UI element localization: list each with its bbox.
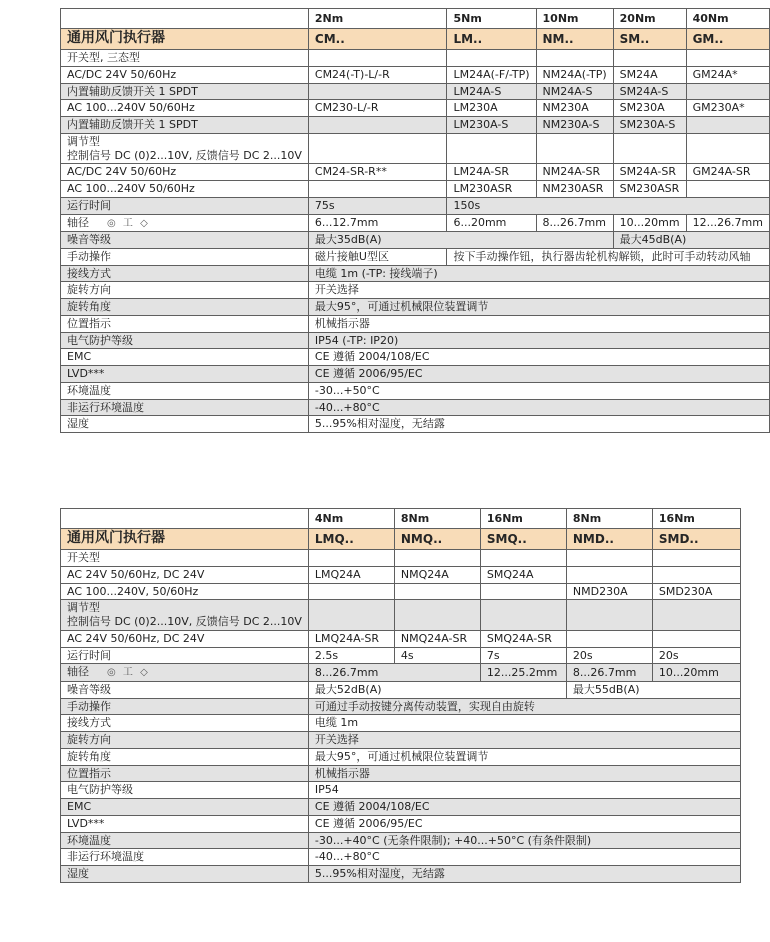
spec-value-cell: 8...26.7mm [566, 664, 652, 682]
spec-value-cell: CE 遵循 2006/95/EC [308, 815, 740, 832]
spec-value-cell: 6...12.7mm [308, 214, 447, 232]
spec-value-cell: CE 遵循 2004/108/EC [308, 799, 740, 816]
row-label: 非运行环境温度 [61, 399, 309, 416]
corner-spacer [61, 509, 309, 529]
torque-header-cell: 8Nm [394, 509, 480, 529]
row-label: 接线方式 [61, 715, 309, 732]
spec-value-cell [480, 550, 566, 567]
spec-value-cell: SMQ24A [480, 566, 566, 583]
corner-spacer [61, 9, 309, 29]
spec-value-cell: 75s [308, 197, 447, 214]
spec-value-cell: CE 遵循 2006/95/EC [308, 366, 769, 383]
spec-value-cell: 最大95°，可通过机械限位装置调节 [308, 299, 769, 316]
torque-header-cell: 16Nm [652, 509, 740, 529]
spec-value-cell: SM230ASR [613, 181, 686, 198]
model-series-cell: LM.. [447, 29, 536, 50]
spec-value-cell: GM24A-SR [686, 164, 769, 181]
row-label: 旋转角度 [61, 299, 309, 316]
spec-value-cell [566, 550, 652, 567]
torque-header-cell: 20Nm [613, 9, 686, 29]
row-label: AC 100...240V 50/60Hz [61, 181, 309, 198]
spec-value-cell: 磁片接触U型区 [308, 248, 447, 265]
spec-value-cell: CM230-L/-R [308, 100, 447, 117]
spec-value-cell [480, 583, 566, 600]
spec-value-cell: NM230ASR [536, 181, 613, 198]
model-series-cell: SMQ.. [480, 529, 566, 550]
spec-value-cell [308, 50, 447, 67]
spec-value-cell: CE 遵循 2004/108/EC [308, 349, 769, 366]
row-label: 旋转方向 [61, 282, 309, 299]
spec-value-cell [480, 600, 566, 631]
spec-value-cell: 20s [566, 647, 652, 664]
spec-value-cell [394, 583, 480, 600]
model-series-cell: SMD.. [652, 529, 740, 550]
row-label: 内置辅助反馈开关 1 SPDT [61, 83, 309, 100]
spec-value-cell: 4s [394, 647, 480, 664]
spec-value-cell: LM24A-SR [447, 164, 536, 181]
row-label: 调节型 控制信号 DC (0)2...10V, 反馈信号 DC 2...10V [61, 133, 309, 164]
spec-value-cell [308, 181, 447, 198]
spec-value-cell [566, 630, 652, 647]
torque-header-cell: 4Nm [308, 509, 394, 529]
row-label: 内置辅助反馈开关 1 SPDT [61, 117, 309, 134]
spec-value-cell: 可通过手动按键分离传动装置，实现自由旋转 [308, 698, 740, 715]
shaft-type-icons: ◎ 工 ◇ [107, 667, 150, 679]
spec-value-cell: 最大95°，可通过机械限位装置调节 [308, 748, 740, 765]
spec-value-cell: 12...26.7mm [686, 214, 769, 232]
spec-value-cell [652, 600, 740, 631]
row-label: 位置指示 [61, 315, 309, 332]
row-label-line2: 控制信号 DC (0)2...10V, 反馈信号 DC 2...10V [67, 148, 302, 162]
row-label: 接线方式 [61, 265, 309, 282]
spec-value-cell: 开关选择 [308, 732, 740, 749]
row-label-line2: 控制信号 DC (0)2...10V, 反馈信号 DC 2...10V [67, 615, 302, 628]
spec-value-cell: LM24A(-F/-TP) [447, 66, 536, 83]
spec-value-cell: LM230A-S [447, 117, 536, 134]
spec-value-cell: 12...25.2mm [480, 664, 566, 682]
row-label: 旋转角度 [61, 748, 309, 765]
row-label: 环境温度 [61, 382, 309, 399]
spec-value-cell [686, 83, 769, 100]
spec-value-cell: 机械指示器 [308, 765, 740, 782]
spec-value-cell [686, 50, 769, 67]
shaft-type-icons: ◎ 工 ◇ [107, 217, 150, 229]
spec-value-cell: 7s [480, 647, 566, 664]
row-label: 手动操作 [61, 248, 309, 265]
spec-value-cell: 5...95%相对湿度，无结露 [308, 866, 740, 883]
row-label: 运行时间 [61, 647, 309, 664]
spec-value-cell: LMQ24A-SR [308, 630, 394, 647]
spec-value-cell [394, 550, 480, 567]
table-title: 通用风门执行器 [61, 29, 309, 50]
spec-value-cell: NM24A-SR [536, 164, 613, 181]
row-label: 环境温度 [61, 832, 309, 849]
spec-value-cell: 10...20mm [652, 664, 740, 682]
spec-value-cell [308, 117, 447, 134]
spec-value-cell [536, 133, 613, 164]
spec-value-cell: SM24A-S [613, 83, 686, 100]
row-label: AC 24V 50/60Hz, DC 24V [61, 630, 309, 647]
spec-value-cell: IP54 (-TP: IP20) [308, 332, 769, 349]
spec-value-cell: 开关选择 [308, 282, 769, 299]
row-label: 轴径 ◎ 工 ◇ [61, 214, 309, 232]
spec-value-cell: 最大52dB(A) [308, 681, 566, 698]
spec-value-cell [686, 181, 769, 198]
spec-value-cell: 最大45dB(A) [613, 232, 769, 249]
row-label: 旋转方向 [61, 732, 309, 749]
row-label: EMC [61, 349, 309, 366]
spec-value-cell: LMQ24A [308, 566, 394, 583]
spec-value-cell [308, 133, 447, 164]
spec-value-cell: SM24A-SR [613, 164, 686, 181]
spec-value-cell [308, 550, 394, 567]
spec-value-cell: 150s [447, 197, 770, 214]
spec-value-cell [613, 133, 686, 164]
row-label: LVD*** [61, 815, 309, 832]
spec-value-cell: SMD230A [652, 583, 740, 600]
spec-value-cell: NM230A [536, 100, 613, 117]
spec-value-cell: 机械指示器 [308, 315, 769, 332]
spec-value-cell [686, 117, 769, 134]
spec-value-cell: -40...+80°C [308, 849, 740, 866]
model-series-cell: GM.. [686, 29, 769, 50]
row-label: 轴径 ◎ 工 ◇ [61, 664, 309, 682]
row-label: 电气防护等级 [61, 782, 309, 799]
row-label: 调节型 控制信号 DC (0)2...10V, 反馈信号 DC 2...10V [61, 600, 309, 631]
spec-value-cell: GM230A* [686, 100, 769, 117]
spec-value-cell: -30...+50°C [308, 382, 769, 399]
spec-value-cell: CM24-SR-R** [308, 164, 447, 181]
row-label: 手动操作 [61, 698, 309, 715]
spec-value-cell: GM24A* [686, 66, 769, 83]
spec-value-cell [613, 50, 686, 67]
spec-value-cell: 8...26.7mm [536, 214, 613, 232]
spec-value-cell [308, 600, 394, 631]
row-label: AC 24V 50/60Hz, DC 24V [61, 566, 309, 583]
torque-header-cell: 40Nm [686, 9, 769, 29]
spec-value-cell [686, 133, 769, 164]
spec-value-cell: 按下手动操作钮，执行器齿轮机构解锁，此时可手动转动风轴 [447, 248, 770, 265]
model-series-cell: SM.. [613, 29, 686, 50]
spec-value-cell: 最大35dB(A) [308, 232, 613, 249]
spec-value-cell: NM24A-S [536, 83, 613, 100]
spec-value-cell: SM230A-S [613, 117, 686, 134]
spec-value-cell: SM24A [613, 66, 686, 83]
spec-value-cell [566, 566, 652, 583]
spec-value-cell [652, 630, 740, 647]
torque-header-cell: 8Nm [566, 509, 652, 529]
spec-value-cell [394, 600, 480, 631]
spec-value-cell [308, 583, 394, 600]
row-label: AC 100...240V, 50/60Hz [61, 583, 309, 600]
row-label: 运行时间 [61, 197, 309, 214]
spec-value-cell: -40...+80°C [308, 399, 769, 416]
row-label: 湿度 [61, 416, 309, 433]
spec-value-cell: 8...26.7mm [308, 664, 480, 682]
spec-value-cell: NMD230A [566, 583, 652, 600]
spec-value-cell: 6...20mm [447, 214, 536, 232]
torque-header-cell: 16Nm [480, 509, 566, 529]
spec-value-cell: IP54 [308, 782, 740, 799]
spec-value-cell: 电缆 1m [308, 715, 740, 732]
spec-value-cell [447, 133, 536, 164]
torque-header-cell: 2Nm [308, 9, 447, 29]
spec-value-cell: -30...+40°C (无条件限制); +40...+50°C (有条件限制) [308, 832, 740, 849]
spec-value-cell: LM230A [447, 100, 536, 117]
spec-value-cell: 电缆 1m (-TP: 接线端子) [308, 265, 769, 282]
row-label: 非运行环境温度 [61, 849, 309, 866]
table-title: 通用风门执行器 [61, 529, 309, 550]
torque-header-cell: 5Nm [447, 9, 536, 29]
spec-value-cell [652, 566, 740, 583]
spec-table-2 [60, 508, 741, 883]
spec-value-cell: NM230A-S [536, 117, 613, 134]
spec-value-cell: SMQ24A-SR [480, 630, 566, 647]
row-label: AC/DC 24V 50/60Hz [61, 66, 309, 83]
row-label: 噪音等级 [61, 232, 309, 249]
spec-value-cell: SM230A [613, 100, 686, 117]
spec-value-cell: NM24A(-TP) [536, 66, 613, 83]
spec-table-1 [60, 8, 770, 433]
model-series-cell: LMQ.. [308, 529, 394, 550]
model-series-cell: NM.. [536, 29, 613, 50]
model-series-cell: NMD.. [566, 529, 652, 550]
spec-value-cell: CM24(-T)-L/-R [308, 66, 447, 83]
model-series-cell: CM.. [308, 29, 447, 50]
spec-value-cell [536, 50, 613, 67]
spec-value-cell [447, 50, 536, 67]
spec-value-cell: 20s [652, 647, 740, 664]
row-label: 开关型 [61, 550, 309, 567]
row-label: 开关型, 三态型 [61, 50, 309, 67]
spec-value-cell: 2.5s [308, 647, 394, 664]
spec-value-cell: 10...20mm [613, 214, 686, 232]
spec-value-cell [308, 83, 447, 100]
torque-header-cell: 10Nm [536, 9, 613, 29]
spec-value-cell [566, 600, 652, 631]
row-label: EMC [61, 799, 309, 816]
row-label: 位置指示 [61, 765, 309, 782]
spec-value-cell: LM24A-S [447, 83, 536, 100]
spec-value-cell: NMQ24A-SR [394, 630, 480, 647]
row-label: LVD*** [61, 366, 309, 383]
row-label: AC 100...240V 50/60Hz [61, 100, 309, 117]
spec-value-cell: 5...95%相对湿度，无结露 [308, 416, 769, 433]
row-label: AC/DC 24V 50/60Hz [61, 164, 309, 181]
row-label: 电气防护等级 [61, 332, 309, 349]
spec-value-cell: LM230ASR [447, 181, 536, 198]
spec-value-cell [652, 550, 740, 567]
spec-value-cell: 最大55dB(A) [566, 681, 740, 698]
row-label: 噪音等级 [61, 681, 309, 698]
spec-value-cell: NMQ24A [394, 566, 480, 583]
model-series-cell: NMQ.. [394, 529, 480, 550]
row-label: 湿度 [61, 866, 309, 883]
